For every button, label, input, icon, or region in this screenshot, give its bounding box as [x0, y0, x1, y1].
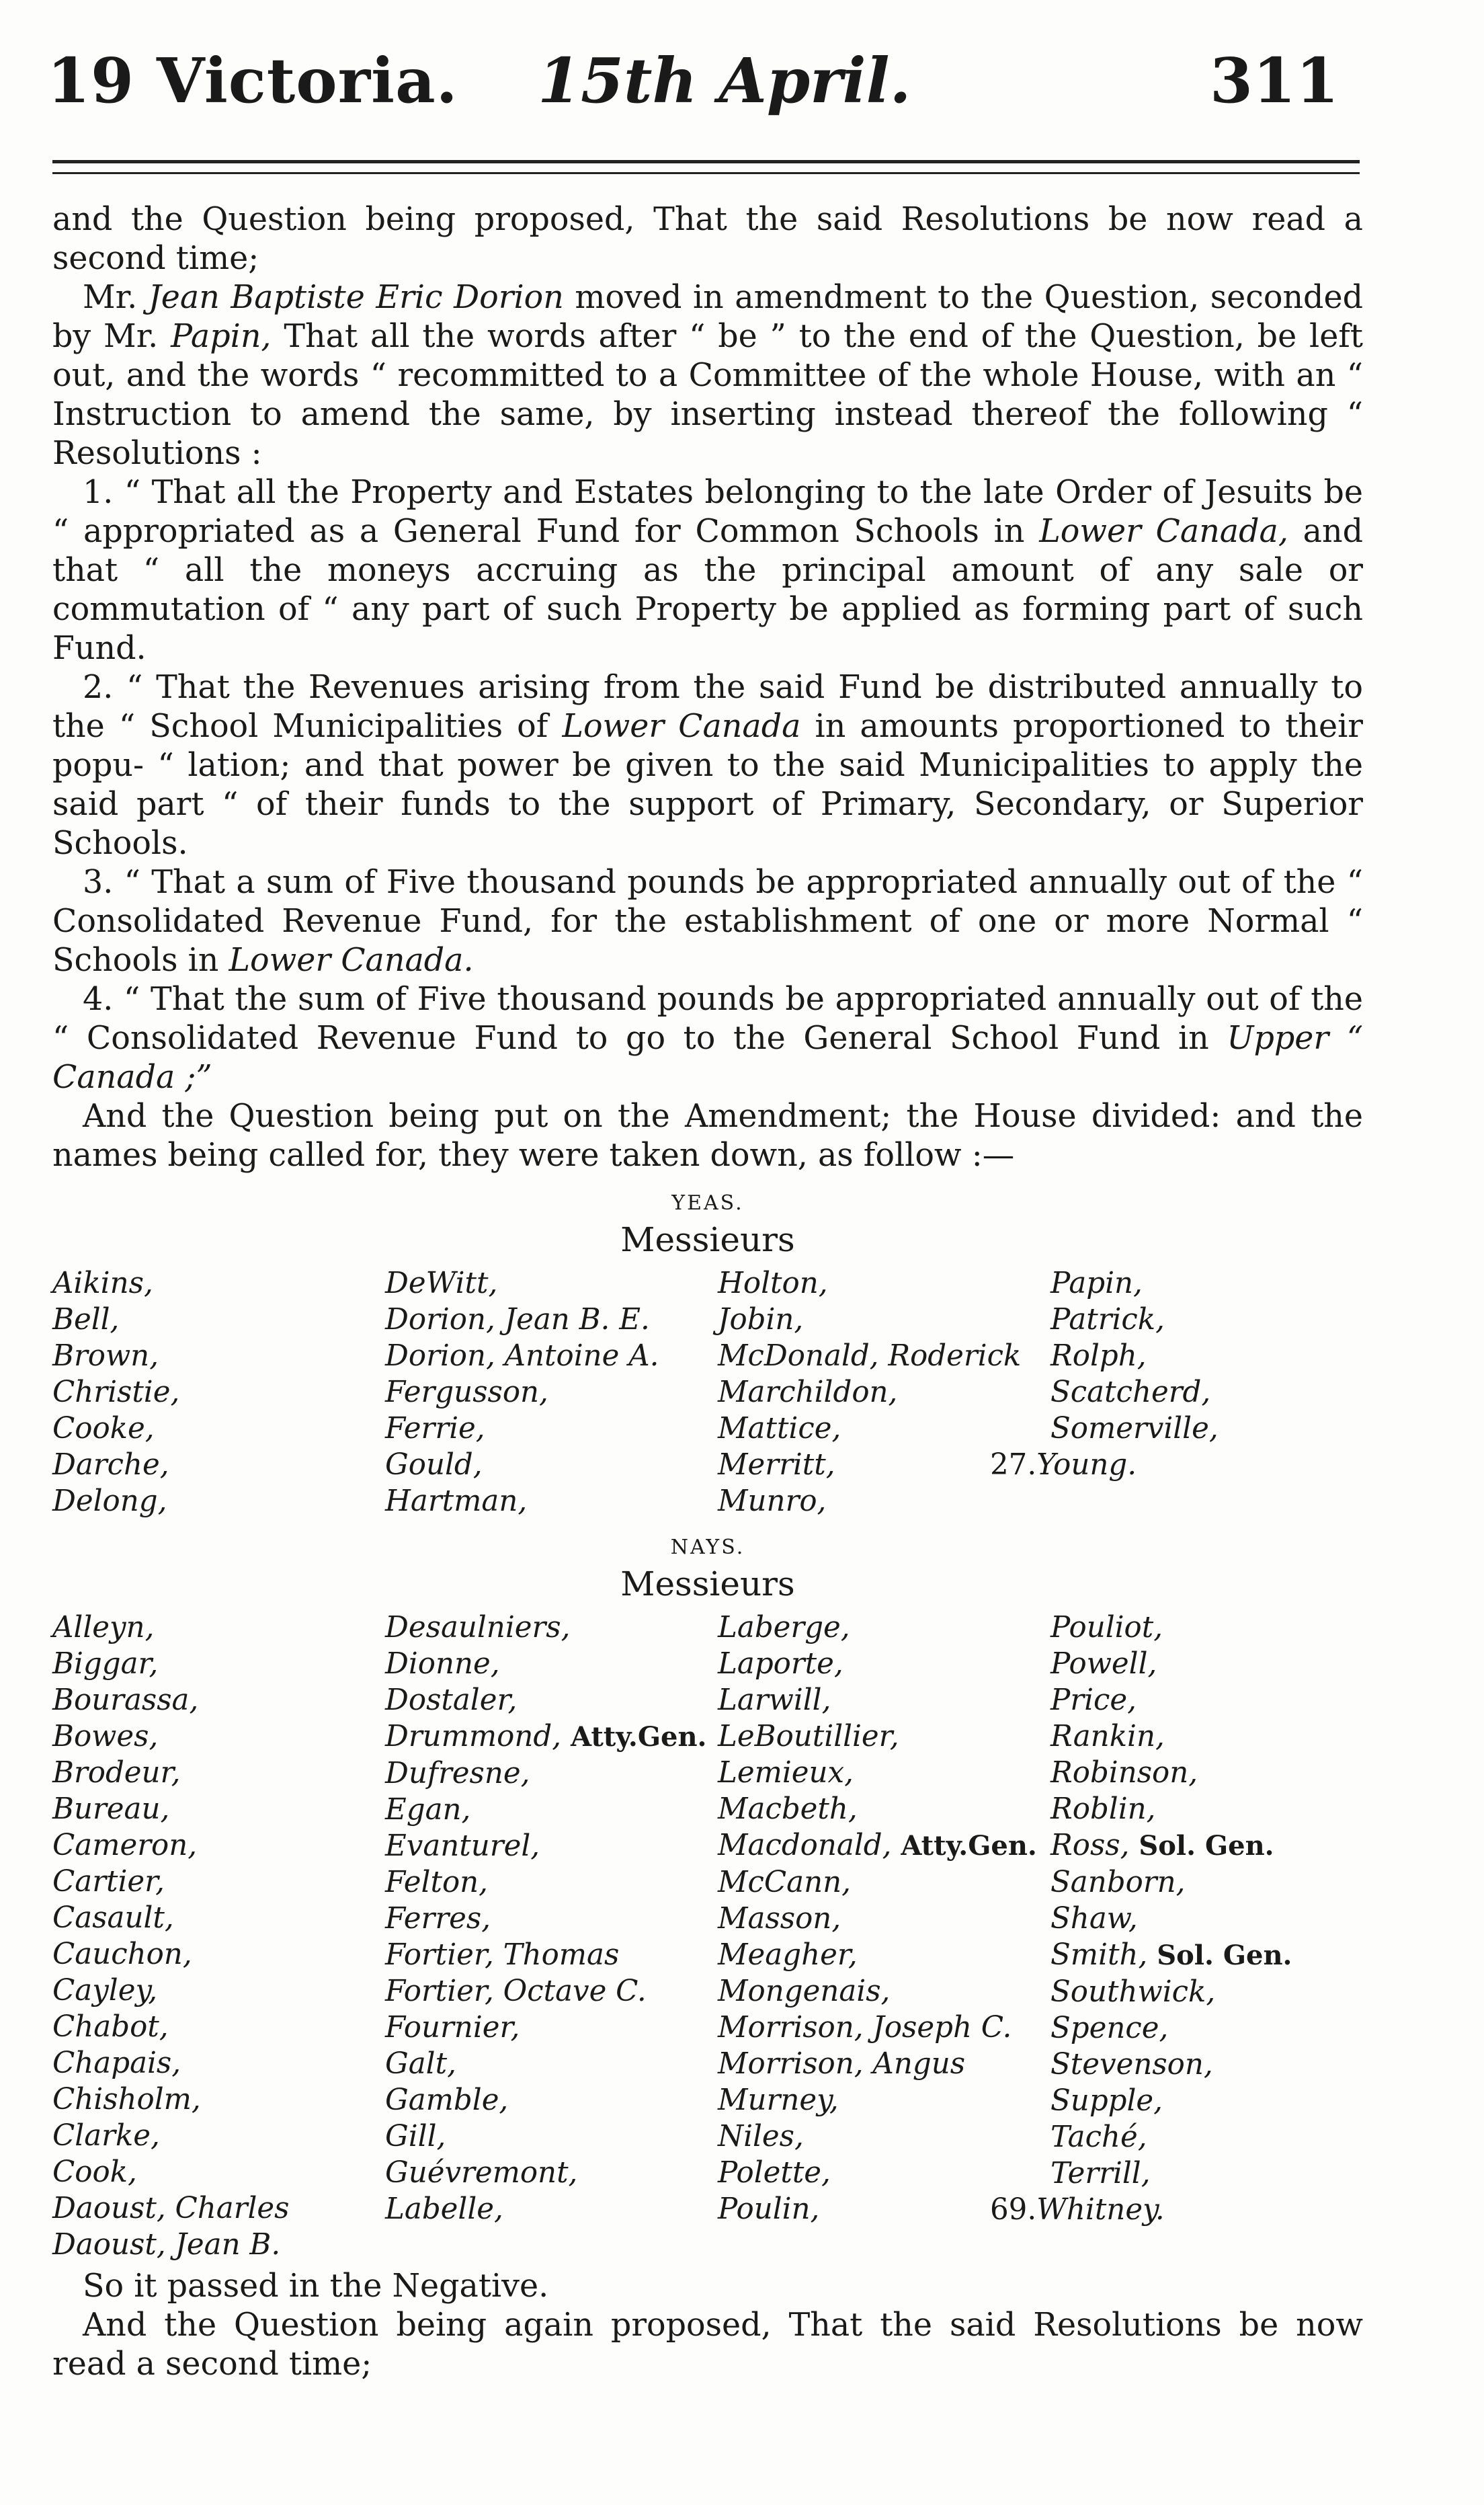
nay-member: Bourassa,: [52, 1683, 199, 1717]
nay-member: Robinson,: [1050, 1756, 1198, 1790]
nay-member: Spence,: [1050, 2012, 1169, 2045]
nay-member: Cauchon,: [52, 1938, 192, 1971]
yea-member: Patrick,: [1050, 1303, 1165, 1337]
nay-member: Mongenais,: [718, 1975, 891, 2008]
header-rule-thin: [52, 172, 1360, 174]
yea-member: Merritt,: [718, 1448, 835, 1482]
yea-member: Fergusson,: [385, 1376, 548, 1409]
yea-member: Papin,: [1050, 1267, 1143, 1300]
yeas-heading: YEAS.: [671, 1191, 744, 1215]
nay-member: Bowes,: [52, 1720, 159, 1753]
nays-messieurs: Messieurs: [620, 1564, 795, 1603]
nay-member: Macbeth,: [718, 1792, 858, 1826]
nay-member: Price,: [1050, 1683, 1137, 1717]
nay-member: Desaulniers,: [385, 1611, 571, 1644]
nay-member: Macdonald, Atty.Gen.: [718, 1829, 1037, 1862]
nay-member: Cameron,: [52, 1829, 198, 1862]
yeas-list: [52, 1265, 1363, 1519]
nay-member: Laberge,: [718, 1611, 850, 1644]
nay-member: Shaw,: [1050, 1902, 1138, 1936]
nay-member: Ross, Sol. Gen.: [1050, 1829, 1274, 1862]
page-number: 311: [1210, 44, 1339, 117]
yea-member: DeWitt,: [385, 1267, 498, 1300]
yea-member: 27.Young.: [990, 1448, 1137, 1482]
nay-member: Morrison, Joseph C.: [718, 2011, 1012, 2044]
yea-member: Christie,: [52, 1376, 180, 1409]
member-name: Jean Baptiste Eric Dorion: [148, 279, 564, 316]
yea-member: Ferrie,: [385, 1412, 485, 1445]
nays-count: 69.: [990, 2193, 1037, 2227]
nay-member: Cook,: [52, 2155, 137, 2189]
nays-list: [52, 1609, 1363, 2263]
nay-member: Morrison, Angus: [718, 2047, 966, 2081]
paragraph-question-again: And the Question being again proposed, That the said Resolutions be now read a second time;: [52, 2307, 1363, 2383]
nay-member: Powell,: [1050, 1647, 1157, 1681]
nay-member: Roblin,: [1050, 1792, 1156, 1826]
nay-member: Dostaler,: [385, 1683, 518, 1717]
yea-member: Holton,: [718, 1267, 828, 1300]
nay-member: Fortier, Thomas: [385, 1938, 620, 1972]
yea-member: McDonald, Roderick: [718, 1339, 1022, 1373]
nay-member: Dionne,: [385, 1647, 500, 1681]
yea-member: Bell,: [52, 1303, 120, 1337]
yea-member: Darche,: [52, 1448, 169, 1482]
nay-member: Poulin,: [718, 2192, 820, 2226]
paragraph-question-proposed: and the Question being proposed, That the said Resolutions be now read a second time;: [52, 201, 1363, 277]
resolution-2: 2. “ That the Revenues arising from the said Fund be distributed annually to the “ School Municipalities of Lower Canada in amounts proportioned to their popu- “ lation; and that power be given to the said Municipalities to apply the said part “ of their funds to the support of Primary, Secondary, or Superior Schools.: [52, 669, 1363, 862]
nays-heading: NAYS.: [670, 1536, 745, 1559]
office-title: Sol. Gen.: [1129, 1830, 1274, 1862]
resolution-4: 4. “ That the sum of Five thousand pounds be appropriated annually out of the “ Consolidated Revenue Fund to go to the General School Fund in Upper “ Canada ;”: [52, 981, 1364, 1096]
nay-member: Gill,: [385, 2120, 446, 2153]
nay-member: Brodeur,: [52, 1756, 181, 1790]
nay-member: Rankin,: [1050, 1720, 1165, 1753]
yeas-messieurs: Messieurs: [620, 1220, 795, 1259]
resolution-1: 1. “ That all the Property and Estates belonging to the late Order of Jesuits be “ appropriated as a General Fund for Common Schools in Lower Canada, and that “ all the moneys accruing as the principal amount of any sale or commutation of “ any part of such Property be applied as forming part of such Fund.: [52, 474, 1363, 667]
nay-member: Alleyn,: [52, 1611, 155, 1644]
yea-member: Delong,: [52, 1484, 167, 1518]
nay-member: Terrill,: [1050, 2157, 1151, 2190]
nay-member: Smith, Sol. Gen.: [1050, 1938, 1292, 1972]
nay-member: Dufresne,: [385, 1757, 530, 1790]
running-head-date: 15th April.: [538, 44, 911, 117]
nay-member: Chapais,: [52, 2046, 181, 2080]
yeas-count: 27.: [990, 1448, 1037, 1482]
nay-member: Chabot,: [52, 2010, 169, 2044]
nay-member: 69.Whitney.: [990, 2193, 1165, 2227]
yea-member: Marchildon,: [718, 1376, 898, 1409]
nay-member: Casault,: [52, 1901, 174, 1935]
nay-member: Daoust, Jean B.: [52, 2228, 281, 2262]
nay-member: Felton,: [385, 1866, 488, 1899]
nay-member: Cayley,: [52, 1974, 158, 2007]
nay-member: Southwick,: [1050, 1975, 1216, 2009]
nay-member: Clarke,: [52, 2119, 160, 2153]
nay-member: Niles,: [718, 2120, 804, 2153]
nay-member: Sanborn,: [1050, 1866, 1186, 1899]
nay-member: Stevenson,: [1050, 2048, 1213, 2081]
yea-member: Rolph,: [1050, 1339, 1147, 1373]
nay-member: Labelle,: [385, 2192, 503, 2226]
yea-member: Scatcherd,: [1050, 1376, 1211, 1409]
nay-member: Fortier, Octave C.: [385, 1975, 647, 2008]
nay-member: Guévremont,: [385, 2156, 578, 2190]
paragraph-amendment: Mr. Jean Baptiste Eric Dorion moved in amendment to the Question, seconded by Mr. Papin, That all the words after “ be ” to the end of the Question, be left out, and the words “ recommitted to a Committee of the whole House, with an “ Instruction to amend the same, by inserting instead thereof the following “ Resolutions :: [52, 279, 1363, 472]
nay-member: Fournier,: [385, 2011, 520, 2044]
nay-member: Drummond, Atty.Gen.: [385, 1720, 707, 1753]
yea-member: Aikins,: [52, 1267, 153, 1300]
nay-member: Meagher,: [718, 1938, 858, 1972]
nay-member: Evanturel,: [385, 1829, 540, 1863]
journal-body: [52, 200, 1363, 2384]
nay-member: Masson,: [718, 1902, 841, 1936]
nay-member: Gamble,: [385, 2083, 509, 2117]
nay-member: Ferres,: [385, 1902, 491, 1936]
yea-member: Hartman,: [385, 1484, 528, 1518]
yea-member: Dorion, Antoine A.: [385, 1339, 659, 1373]
yea-member: Jobin,: [718, 1303, 804, 1337]
nay-member: Lemieux,: [718, 1756, 854, 1790]
paragraph-division: And the Question being put on the Amendment; the House divided: and the names being called for, they were taken down, as follow :—: [52, 1098, 1363, 1174]
yea-member: Gould,: [385, 1448, 483, 1482]
nay-member: Pouliot,: [1050, 1611, 1163, 1644]
nay-member: Galt,: [385, 2047, 456, 2081]
member-name: Papin,: [171, 318, 272, 355]
office-title: Atty.Gen.: [891, 1830, 1037, 1862]
header-rule-thick: [52, 160, 1360, 163]
resolution-3: 3. “ That a sum of Five thousand pounds be appropriated annually out of the “ Consolidated Revenue Fund, for the establishment of one or more Normal “ Schools in Lower Canada.: [52, 864, 1363, 979]
nay-member: Larwill,: [718, 1683, 831, 1717]
running-head-reign: 19 Victoria.: [47, 44, 458, 117]
nay-member: Taché,: [1050, 2120, 1147, 2154]
yea-member: Dorion, Jean B. E.: [385, 1303, 650, 1337]
paragraph-negative: So it passed in the Negative.: [83, 2268, 549, 2305]
nay-member: Chisholm,: [52, 2083, 201, 2116]
nay-member: Daoust, Charles: [52, 2192, 290, 2225]
yea-member: Cooke,: [52, 1412, 155, 1445]
office-title: Atty.Gen.: [561, 1721, 707, 1753]
yea-member: Munro,: [718, 1484, 827, 1518]
nay-member: LeBoutillier,: [718, 1720, 899, 1753]
nay-member: Bureau,: [52, 1792, 170, 1826]
nay-member: Murney,: [718, 2083, 839, 2117]
office-title: Sol. Gen.: [1147, 1940, 1292, 1971]
yea-member: Brown,: [52, 1339, 159, 1373]
yea-member: Mattice,: [718, 1412, 841, 1445]
nay-member: Polette,: [718, 2156, 831, 2190]
nay-member: Supple,: [1050, 2084, 1163, 2118]
nay-member: Biggar,: [52, 1647, 159, 1681]
nay-member: Cartier,: [52, 1865, 165, 1899]
nay-member: Egan,: [385, 1793, 471, 1827]
nay-member: McCann,: [718, 1866, 851, 1899]
yea-member: Somerville,: [1050, 1412, 1219, 1445]
nay-member: Laporte,: [718, 1647, 843, 1681]
